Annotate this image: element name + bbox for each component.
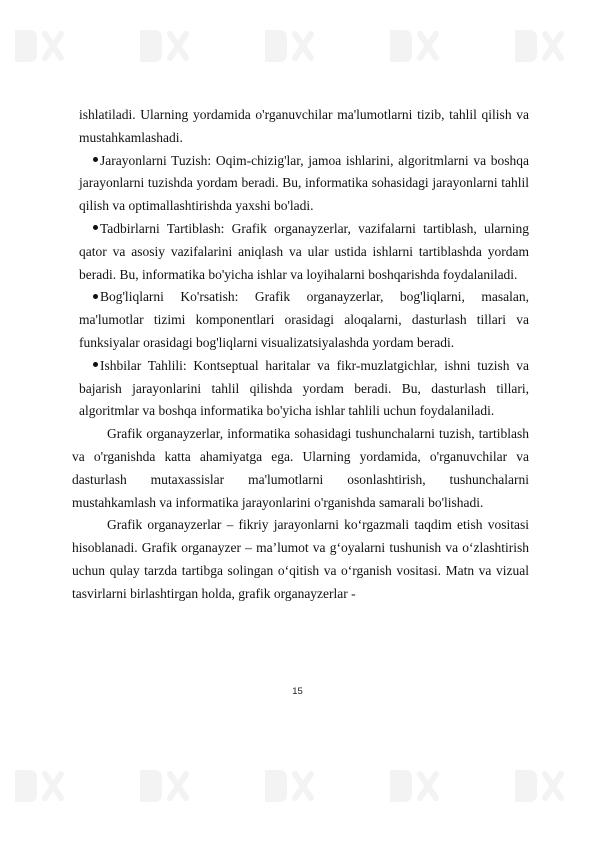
bullet-text: Tadbirlarni Tartiblash: Grafik organayzerlar, vazifalarni tartiblash, ularning qator va asosiy vazifalarini aniqlash va ular ustida ishlarni tartiblashda yordam beradi. Bu, informatika bo'yicha ishlar va loyihalarni boshqarishda foydalaniladi. bbox=[79, 220, 529, 282]
paragraph: Grafik organayzerlar – fikriy jarayonlarni ko‘rgazmali taqdim etish vositasi hisoblanadi. Grafik organayzer – ma’lumot va g‘oyalarni tushunish va o‘zlashtirish uchun qulay tarzda tartibga solingan o‘qitish va o‘rganish vositasi. Matn va vizual tasvirlarni birlashtirgan holda, grafik organayzerlar - bbox=[72, 517, 529, 601]
bullet-item bbox=[72, 286, 529, 354]
document-body bbox=[72, 104, 529, 606]
paragraph: Grafik organayzerlar, informatika sohasidagi tushunchalarni tuzish, tartiblash va o'rganishda katta ahamiyatga ega. Ularning yordamida, o'rganuvchilar va dasturlash mutaxassislar ma'lumotlarni osonlashtirish, tushunchalarni mustahkamlash va informatika jarayonlarini o'rganishda samarali bo'lishadi. bbox=[72, 426, 529, 510]
bullet-item bbox=[72, 218, 529, 286]
page-number: 15 bbox=[292, 686, 303, 697]
bullet-item bbox=[72, 150, 529, 218]
bullet-dot-icon bbox=[93, 157, 98, 162]
continuation-text: ishlatiladi. Ularning yordamida o'rganuvchilar ma'lumotlarni tizib, tahlil qilish va mustahkamlashadi. bbox=[79, 107, 529, 145]
bullet-dot-icon bbox=[93, 225, 98, 230]
bullet-dot-icon bbox=[93, 294, 98, 299]
bullet-text: Jarayonlarni Tuzish: Oqim-chizig'lar, jamoa ishlarini, algoritmlarni va boshqa jarayonlarni tuzishda yordam beradi. Bu, informatika sohasidagi jarayonlarni tahlil qilish va optimallashtirishda yaxshi bo'ladi. bbox=[79, 152, 529, 214]
bullet-item bbox=[72, 355, 529, 423]
bullet-text: Ishbilar Tahlili: Kontseptual haritalar va fikr-muzlatgichlar, ishni tuzish va bajarish jarayonlarini tahlil qilishda yordam beradi. Bu, dasturlash tillari, algoritmlar va boshqa informatika bo'yicha ishlar tahlili uchun foydalaniladi. bbox=[79, 357, 529, 419]
bullet-text: Bog'liqlarni Ko'rsatish: Grafik organayzerlar, bog'liqlarni, masalan, ma'lumotlar tizimi komponentlari orasidagi aloqalarni, dasturlash tillari va funksiyalar orasidagi bog'liqlarni visualizatsiyalashda yordam beradi. bbox=[79, 289, 529, 350]
bullet-dot-icon bbox=[93, 362, 98, 367]
